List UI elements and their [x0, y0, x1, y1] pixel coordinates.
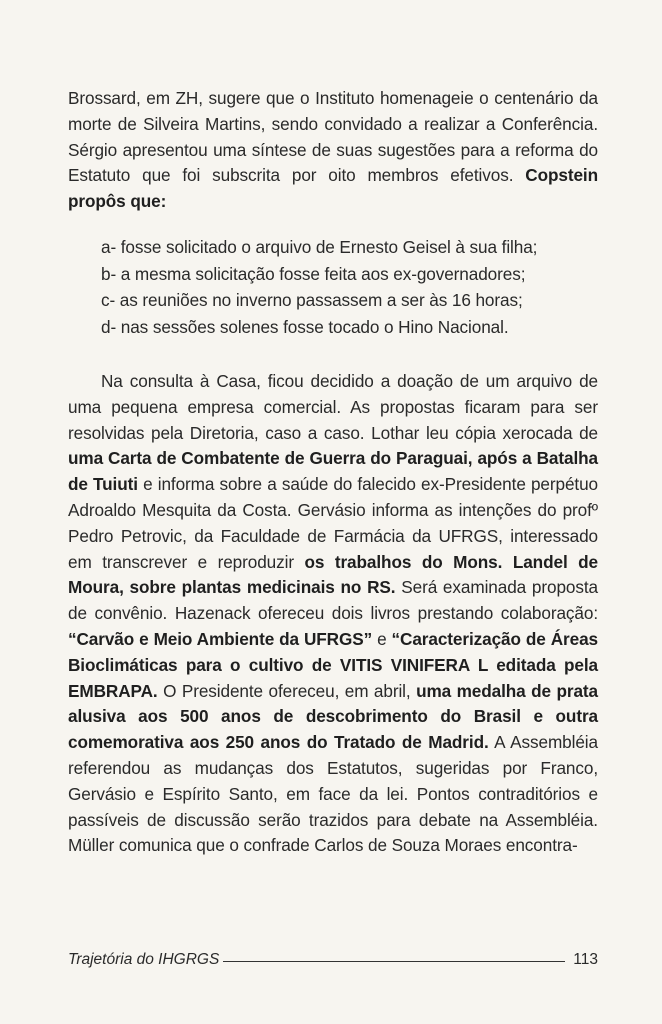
- page-number: 113: [573, 951, 598, 968]
- running-footer-title: Trajetória do IHGRGS: [68, 951, 220, 968]
- list-item: a- fosse solicitado o arquivo de Ernesto Geisel à sua filha;: [101, 237, 538, 257]
- paragraph-brossard: [68, 86, 598, 215]
- footer-rule: [223, 961, 565, 962]
- paragraph-text: O Presidente ofereceu, em abril,: [157, 680, 417, 701]
- bold-phrase-medalha: uma medalha de prata alusiva aos 500 anos de descobrimento do Brasil e outra comemorativa aos 250 anos do Tratado de Madrid.: [68, 680, 598, 753]
- list-item: c- as reuniões no inverno passassem a ser às 16 horas;: [101, 290, 523, 310]
- paragraph-consulta: [68, 369, 598, 859]
- list-item: b- a mesma solicitação fosse feita aos ex-governadores;: [101, 263, 526, 284]
- paragraph-text: Será examinada proposta de convênio. Hazenack ofereceu dois livros prestando colaboração:: [68, 577, 598, 624]
- page-footer: [68, 948, 598, 972]
- bold-phrase-copstein: Copstein propôs que:: [68, 165, 598, 212]
- paragraph-text: A Assembléia referendou as mudanças dos Estatutos, sugeridas por Franco, Gervásio e Espírito Santo, em face da lei. Pontos contraditórios e passíveis de discussão serão trazidos para debate na Assembléia. Müller comunica que o confrade Carlos de Souza Moraes encontra-: [68, 732, 598, 856]
- bold-phrase-landel: os trabalhos do Mons. Landel de Moura, sobre plantas medicinais no RS.: [68, 551, 598, 598]
- proposal-list-block: [68, 234, 598, 340]
- paragraph-text: Na consulta à Casa, ficou decidido a doação de um arquivo de uma pequena empresa comercial. As propostas ficaram para ser resolvidas pela Diretoria, caso a caso. Lothar leu cópia xerocada de: [68, 371, 598, 443]
- bold-phrase-caracterizacao: “Caracterização de Áreas Bioclimáticas para o cultivo de VITIS VINIFERA L editada pela EMBRAPA.: [68, 628, 598, 701]
- paragraph-text: e: [372, 628, 392, 649]
- list-item: d- nas sessões solenes fosse tocado o Hino Nacional.: [101, 316, 509, 337]
- paragraph-text: Brossard, em ZH, sugere que o Instituto homenageie o centenário da morte de Silveira Martins, sendo convidado a realizar a Conferência. Sérgio apresentou uma síntese de suas sugestões para a reforma do Estatuto que foi subscrita por oito membros efetivos.: [68, 88, 598, 186]
- paragraph-text: e informa sobre a saúde do falecido ex-Presidente perpétuo Adroaldo Mesquita da Costa. Gervásio informa as intenções do profº Pedro Petrovic, da Faculdade de Farmácia da UFRGS, interessado em transcrever e reproduzir: [68, 474, 598, 572]
- bold-phrase-carta: uma Carta de Combatente de Guerra do Paraguai, após a Batalha de Tuiuti: [68, 448, 598, 495]
- bold-phrase-carvao: “Carvão e Meio Ambiente da UFRGS”: [68, 628, 373, 649]
- proposal-list: [68, 234, 598, 340]
